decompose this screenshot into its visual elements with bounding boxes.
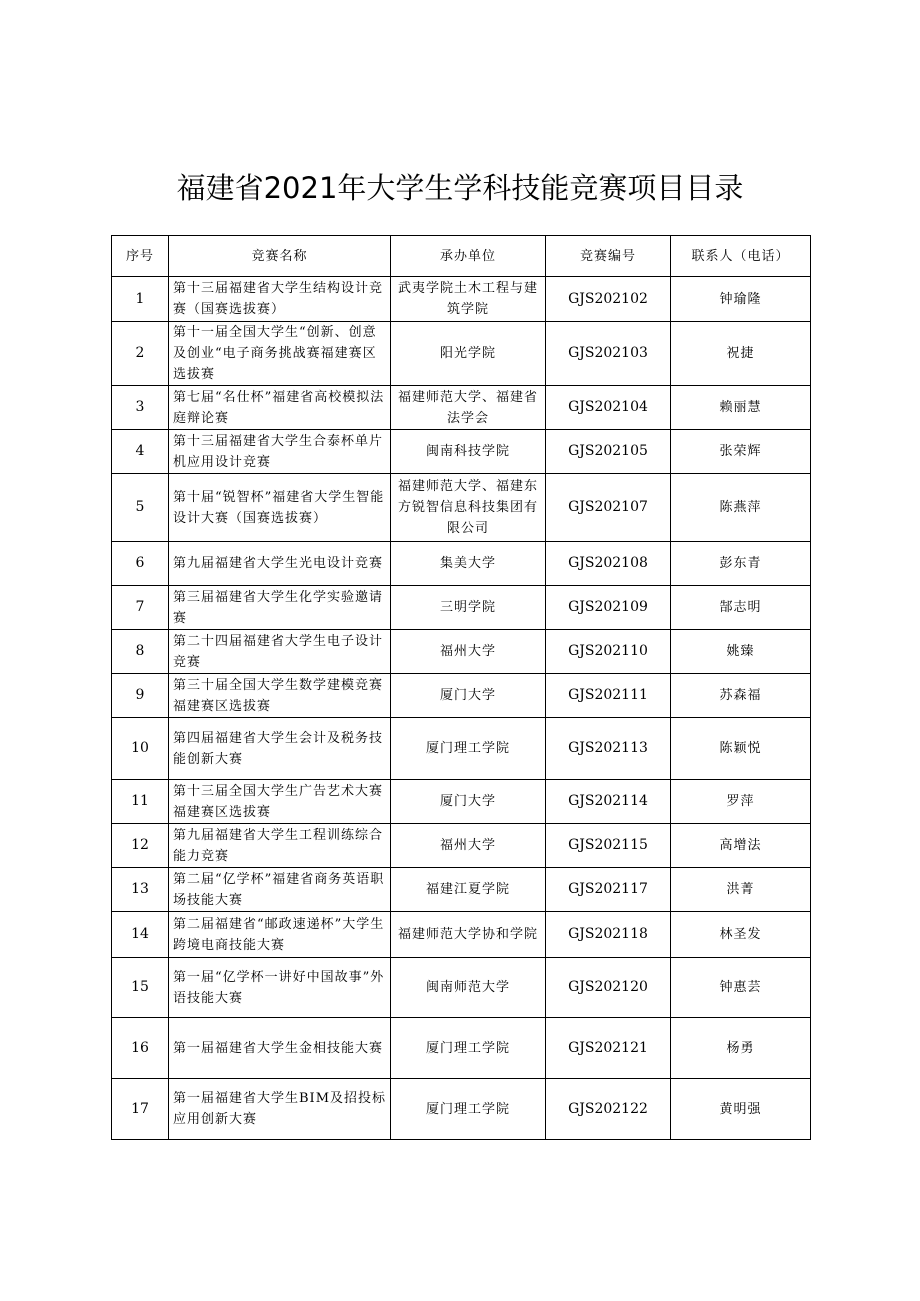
- contest-name-cell: 第九届福建省大学生工程训练综合能力竞赛: [169, 824, 391, 868]
- row-number: 13: [112, 868, 169, 912]
- contest-name-cell: 第十届“锐智杯”福建省大学生智能设计大赛（国赛选拔赛）: [169, 474, 391, 542]
- organizer-cell: 厦门理工学院: [391, 718, 546, 780]
- row-number: 17: [112, 1079, 169, 1140]
- header-contact: 联系人（电话）: [671, 236, 811, 277]
- contact-cell: 祝捷: [671, 322, 811, 386]
- table-row: [112, 912, 811, 958]
- organizer-cell: 阳光学院: [391, 322, 546, 386]
- contact-cell: 钟惠芸: [671, 958, 811, 1018]
- contest-table: [111, 235, 811, 1140]
- contact-cell: 苏森福: [671, 674, 811, 718]
- table-header-row: [112, 236, 811, 277]
- organizer-cell: 福建师范大学协和学院: [391, 912, 546, 958]
- organizer-cell: 厦门理工学院: [391, 1079, 546, 1140]
- contact-cell: 彭东青: [671, 542, 811, 586]
- contact-cell: 林圣发: [671, 912, 811, 958]
- table-row: [112, 958, 811, 1018]
- row-number: 10: [112, 718, 169, 780]
- contest-name-cell: 第一届“亿学杯一讲好中国故事”外语技能大赛: [169, 958, 391, 1018]
- organizer-cell: 福建江夏学院: [391, 868, 546, 912]
- table-row: [112, 322, 811, 386]
- organizer-cell: 厦门理工学院: [391, 1018, 546, 1079]
- contact-cell: 陈燕萍: [671, 474, 811, 542]
- contact-cell: 郜志明: [671, 586, 811, 630]
- table-row: [112, 1018, 811, 1079]
- contest-code-cell: GJS202122: [546, 1079, 671, 1140]
- table-row: [112, 542, 811, 586]
- contest-code-cell: GJS202104: [546, 386, 671, 430]
- organizer-cell: 福建师范大学、福建省法学会: [391, 386, 546, 430]
- organizer-cell: 武夷学院土木工程与建筑学院: [391, 277, 546, 322]
- contest-name-cell: 第二届“亿学杯”福建省商务英语职场技能大赛: [169, 868, 391, 912]
- row-number: 8: [112, 630, 169, 674]
- organizer-cell: 三明学院: [391, 586, 546, 630]
- contest-code-cell: GJS202115: [546, 824, 671, 868]
- contest-name-cell: 第十一届全国大学生“创新、创意及创业“电子商务挑战赛福建赛区选拔赛: [169, 322, 391, 386]
- contest-name-cell: 第四届福建省大学生会计及税务技能创新大赛: [169, 718, 391, 780]
- document-title: 福建省2021年大学生学科技能竞赛项目目录: [176, 171, 744, 205]
- contact-cell: 赖丽慧: [671, 386, 811, 430]
- row-number: 7: [112, 586, 169, 630]
- organizer-cell: 厦门大学: [391, 674, 546, 718]
- contact-cell: 钟瑜隆: [671, 277, 811, 322]
- row-number: 4: [112, 430, 169, 474]
- header-no: 序号: [112, 236, 169, 277]
- organizer-cell: 闽南科技学院: [391, 430, 546, 474]
- contest-name-cell: 第十三届福建省大学生结构设计竞赛（国赛选拔赛）: [169, 277, 391, 322]
- row-number: 12: [112, 824, 169, 868]
- row-number: 3: [112, 386, 169, 430]
- contest-code-cell: GJS202102: [546, 277, 671, 322]
- table-row: [112, 718, 811, 780]
- header-contest-name: 竞赛名称: [169, 236, 391, 277]
- contact-cell: 姚臻: [671, 630, 811, 674]
- contest-name-cell: 第三十届全国大学生数学建模竞赛福建赛区选拔赛: [169, 674, 391, 718]
- contest-name-cell: 第十三届全国大学生广告艺术大赛福建赛区选拔赛: [169, 780, 391, 824]
- table-row: [112, 824, 811, 868]
- contest-name-cell: 第一届福建省大学生BIM及招投标应用创新大赛: [169, 1079, 391, 1140]
- contact-cell: 杨勇: [671, 1018, 811, 1079]
- header-organizer: 承办单位: [391, 236, 546, 277]
- row-number: 6: [112, 542, 169, 586]
- contest-name-cell: 第二十四届福建省大学生电子设计竞赛: [169, 630, 391, 674]
- contest-name-cell: 第七届“名仕杯”福建省高校模拟法庭辩论赛: [169, 386, 391, 430]
- row-number: 5: [112, 474, 169, 542]
- row-number: 11: [112, 780, 169, 824]
- contest-code-cell: GJS202118: [546, 912, 671, 958]
- table-body: [112, 277, 811, 1140]
- contest-name-cell: 第三届福建省大学生化学实验邀请赛: [169, 586, 391, 630]
- organizer-cell: 福建师范大学、福建东方锐智信息科技集团有限公司: [391, 474, 546, 542]
- table-row: [112, 430, 811, 474]
- contest-name-cell: 第一届福建省大学生金相技能大赛: [169, 1018, 391, 1079]
- contest-code-cell: GJS202103: [546, 322, 671, 386]
- header-contest-code: 竞赛编号: [546, 236, 671, 277]
- organizer-cell: 集美大学: [391, 542, 546, 586]
- table-row: [112, 386, 811, 430]
- contest-name-cell: 第二届福建省“邮政速递杯”大学生跨境电商技能大赛: [169, 912, 391, 958]
- organizer-cell: 厦门大学: [391, 780, 546, 824]
- contest-code-cell: GJS202109: [546, 586, 671, 630]
- contact-cell: 黄明强: [671, 1079, 811, 1140]
- contest-code-cell: GJS202110: [546, 630, 671, 674]
- contact-cell: 罗萍: [671, 780, 811, 824]
- table-row: [112, 780, 811, 824]
- table-row: [112, 277, 811, 322]
- contest-code-cell: GJS202105: [546, 430, 671, 474]
- contest-code-cell: GJS202121: [546, 1018, 671, 1079]
- organizer-cell: 福州大学: [391, 824, 546, 868]
- contact-cell: 高增法: [671, 824, 811, 868]
- contact-cell: 洪菁: [671, 868, 811, 912]
- contest-code-cell: GJS202117: [546, 868, 671, 912]
- contest-code-cell: GJS202114: [546, 780, 671, 824]
- organizer-cell: 闽南师范大学: [391, 958, 546, 1018]
- table-row: [112, 630, 811, 674]
- contest-code-cell: GJS202108: [546, 542, 671, 586]
- contact-cell: 陈颖悦: [671, 718, 811, 780]
- organizer-cell: 福州大学: [391, 630, 546, 674]
- contest-code-cell: GJS202120: [546, 958, 671, 1018]
- contact-cell: 张荣辉: [671, 430, 811, 474]
- contest-code-cell: GJS202113: [546, 718, 671, 780]
- contest-code-cell: GJS202107: [546, 474, 671, 542]
- table-row: [112, 1079, 811, 1140]
- table-row: [112, 868, 811, 912]
- row-number: 15: [112, 958, 169, 1018]
- contest-code-cell: GJS202111: [546, 674, 671, 718]
- table-row: [112, 474, 811, 542]
- row-number: 9: [112, 674, 169, 718]
- row-number: 16: [112, 1018, 169, 1079]
- table-row: [112, 586, 811, 630]
- row-number: 1: [112, 277, 169, 322]
- table-row: [112, 674, 811, 718]
- row-number: 14: [112, 912, 169, 958]
- contest-name-cell: 第十三届福建省大学生合泰杯单片机应用设计竞赛: [169, 430, 391, 474]
- contest-name-cell: 第九届福建省大学生光电设计竞赛: [169, 542, 391, 586]
- row-number: 2: [112, 322, 169, 386]
